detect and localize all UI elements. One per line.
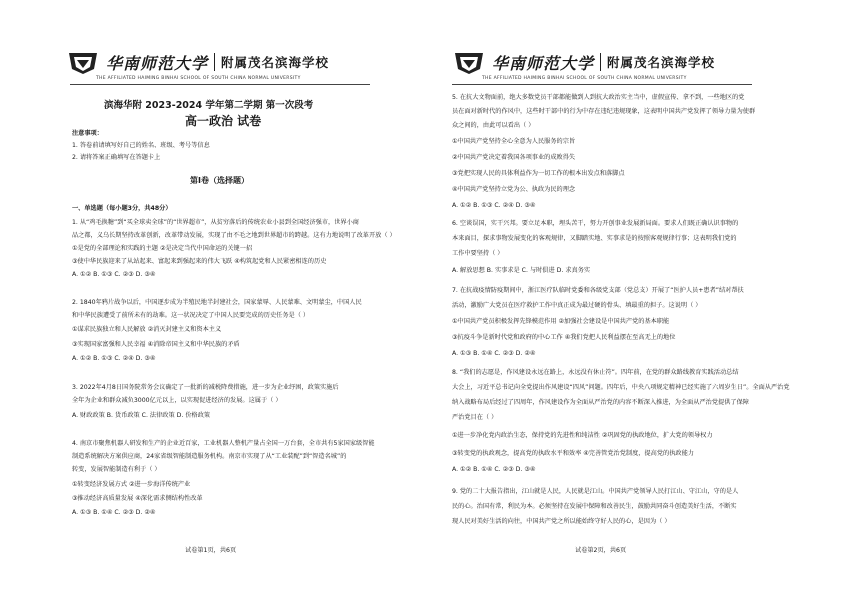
- question-line: A. 财政政策 B. 货币政策 C. 法律政策 D. 价格政策: [72, 412, 211, 419]
- brand-english-name: THE AFFILIATED HAIMING BINHAI SCHOOL OF SOUTH CHINA NORMAL UNIVERSITY: [96, 76, 301, 81]
- question-line: 4. 南京市聚焦机器人研发和生产的企业近百家，工业机器人整机产量占全国一万台套，全市共有5家国家级智能: [72, 440, 375, 447]
- question-line: 3. 2022年4月8日国务院常务会议确定了一批新的减税降费措施，进一步为企业纾困，政策实施后: [72, 384, 339, 391]
- question-line: 转变，发展智能制造有利于（ ）: [72, 466, 161, 473]
- question-line: 民的心。治国有常，利民为本。必须坚持在发展中保障和改善民生，鼓励共同奋斗创造美好生活，不断实: [452, 503, 737, 510]
- question-line: ①进一步净化党内政治生态，保持党的先进性和纯洁性 ②巩固党的执政地位，扩大党的领导权力: [452, 432, 713, 439]
- question-line: 和中华民族遭受了前所未有的劫难。这一状况决定了中国人民要完成的历史任务是（ ）: [72, 312, 310, 319]
- note-line: 1. 答卷前请填写好自己的姓名、班级、考号等信息: [72, 142, 210, 149]
- question-line: 5. 在抗大文物面前，绝大多数党员干部都能做到人到抗大政治实主当中，虚假宣传、拿不到，一些地区的党: [452, 94, 745, 101]
- note-line: 2. 请将答案正确填写在答题卡上: [72, 154, 161, 161]
- question-line: A. ①② B. ①④ C. ②③ D. ③④: [452, 466, 536, 473]
- question-line: 9. 党的二十大报告指出，江山就是人民，人民就是江山。中国共产党领导人民打江山、守江山，守的是人: [452, 488, 739, 495]
- question-line: ③实现国家富强和人民幸福 ④消除帝国主义和中华民族的矛盾: [72, 341, 240, 348]
- brand-school-name: 附属茂名滨海学校: [221, 55, 330, 70]
- question-line: 全年为企业和群众减负3000亿元以上，以实现促进经济的发展。这属于（ ）: [72, 397, 282, 404]
- question-line: 1. 从“鸡毛换糖”到“买全球卖全球”的“世界超市”，从贫穷落后的传统农业小县到全国经济强市，世界小商: [72, 219, 359, 226]
- question-line: 2. 1840年鸦片战争以后，中国逐步成为半殖民地半封建社会，国家蒙辱、人民蒙难、文明蒙尘，中国人民: [72, 299, 362, 306]
- page-footer: 试卷第2页，共6页: [575, 547, 627, 554]
- question-line: ①转变经济发展方式 ②进一步海洋传统产业: [72, 481, 191, 488]
- question-line: ③推动经济高质量发展 ④深化需求侧结构性改革: [72, 495, 203, 502]
- question-line: A. ①③ B. ①④ C. ②③ D. ②④: [452, 350, 536, 357]
- brand-script-text: 华南师范大学: [106, 53, 209, 73]
- question-line: ①是党的全部理论和实践的主题 ②是决定当代中国命运的关键一招: [72, 245, 253, 252]
- question-line: A. 解放思想 B. 实事求是 C. 与时俱进 D. 求真务实: [452, 267, 591, 274]
- question-line: ③转变党的执政观念，提高党的执政水平和效率 ④完善管党治党制度，提高党的执政能力: [452, 450, 694, 457]
- exam-title: 滨海华附 2023-2024 学年第二学期 第一次段考: [104, 100, 314, 111]
- question-line: A. ①② B. ①③ C. ②③ D. ③④: [72, 271, 156, 278]
- question-line: 8. “我们的志愿是，作风建设永远在路上，永远没有休止符”。四年前，在党的群众路线教育实践活动总结: [452, 369, 739, 376]
- question-line: ①中国共产党员积极发挥先锋模范作用 ②加强社会建设是中国共产党的基本职能: [452, 318, 670, 325]
- question-line: A. ①② B. ①③ C. ②④ D. ③④: [72, 355, 156, 362]
- header-rule: [70, 84, 370, 85]
- question-line: 大会上，习近平总书记向全党提出作风建设“四风”问题。四年后，中央八项规定精神已经实施了六周岁生日”。全面从严治党: [452, 384, 790, 391]
- question-line: 6. 空谈误国，实干兴邦。要立足本职，埋头苦干，努力开创事业发展新局面。要求人们既正确认识事物的: [452, 220, 739, 227]
- question-line: 品之都，义乌长期坚持改革创新，改革带动发展，实现了由不毛之地到世界超市的跨越。这有力地说明了改革开放（ ）: [72, 232, 396, 239]
- question-line: 本来面目，探求事物发展变化的客观规律，又脚踏实地、实事求是的按照客观规律行事；这表明我们党的: [452, 235, 737, 242]
- header-rule: [452, 84, 752, 85]
- question-line: 7. 在抗战疫情防疫期间中，浙江医疗队临时党委和各级党支部（党总支）开展了“医护人员+患者”结对帮扶: [452, 287, 744, 294]
- question-line: 员在面对新时代的作风中，这些时干部中的行为中存在违纪违规现象，这表明中国共产党发挥了领导力量为使群: [452, 108, 756, 115]
- brand-english-name: THE AFFILIATED HAIMING BINHAI SCHOOL OF SOUTH CHINA NORMAL UNIVERSITY: [482, 76, 687, 81]
- exam-page-2: [430, 0, 860, 607]
- school-crest-icon: [452, 49, 486, 75]
- question-line: ③抗疫斗争是新时代党和政府的中心工作 ④我们党把人民利益摆在至高无上的地位: [452, 334, 676, 341]
- question-line: 活动，激励广大党员在医疗救护工作中真正成为最过硬的骨头、填最重的担子。这说明（ ）: [452, 302, 702, 309]
- question-line: ①中国共产党坚持全心全意为人民服务的宗旨: [452, 138, 576, 145]
- section-heading: 第Ⅰ卷（选择题）: [190, 176, 249, 185]
- question-line: 众之间的，由此可以看出（ ）: [452, 122, 535, 129]
- question-line: A. ①③ B. ①④ C. ②③ D. ②④: [72, 509, 156, 516]
- brand-script-text: 华南师范大学: [492, 53, 595, 73]
- school-brand: [66, 49, 329, 75]
- question-line: ④中国共产党坚持立党为公、执政为民的理念: [452, 186, 576, 193]
- question-line: A. ①② B. ①③ C. ②④ D. ③④: [452, 202, 536, 209]
- question-line: ③党把实现人民的具体利益作为一切工作的根本出发点和落脚点: [452, 170, 625, 177]
- brand-school-name: 附属茂名滨海学校: [607, 55, 716, 70]
- part-heading: 一、单选题（每小题3分，共48分）: [72, 205, 172, 212]
- question-line: 严治党目在（ ）: [452, 414, 498, 421]
- brand-divider: [214, 53, 215, 71]
- question-line: 工作中要坚持（ ）: [452, 250, 504, 257]
- notes-title: 注意事项：: [72, 130, 103, 137]
- exam-subtitle: 高一政治 试卷: [185, 114, 262, 128]
- brand-divider: [600, 53, 601, 71]
- question-line: 现人民对美好生活的向往，中国共产党之所以能始终守好人民的心，是因为（ ）: [452, 518, 671, 525]
- question-line: ③使中华民族迎来了从站起来、富起来到强起来的伟大飞跃 ④构筑起党和人民紧密相连的历史: [72, 258, 327, 265]
- question-line: ①谋求民族独立和人民解放 ②消灭封建主义和资本主义: [72, 326, 222, 333]
- question-line: 纳入战略布局后经过了四周年，作风建设作为全面从严治党的内容不断深入推进，为全面从严治党提供了保障: [452, 399, 749, 406]
- school-brand: [452, 49, 715, 75]
- page-footer: 试卷第1页，共6页: [185, 547, 237, 554]
- school-crest-icon: [66, 49, 100, 75]
- question-line: 制造系统解决方案供应商，24家省级智能制造服务机构。南京市实现了从“工业装配”到“智造名城”的: [72, 453, 347, 460]
- question-line: ②中国共产党决定着我国各项事业的成败得失: [452, 154, 576, 161]
